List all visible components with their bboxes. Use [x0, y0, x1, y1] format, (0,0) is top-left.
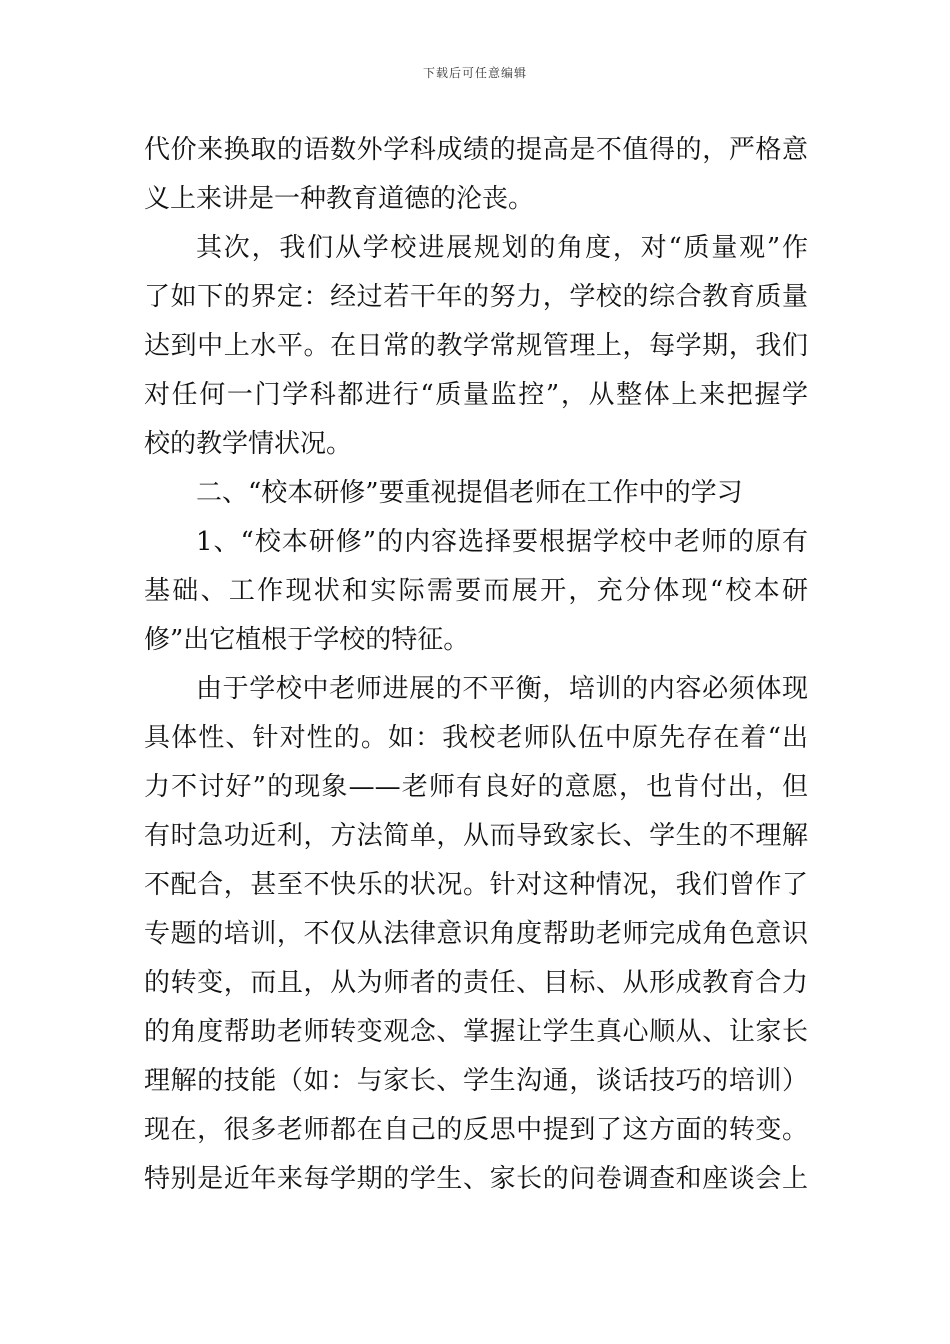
text-line: 不配合，甚至不快乐的状况。针对这种情况，我们曾作了 [144, 870, 808, 900]
text-line: 达到中上水平。在日常的教学常规管理上，每学期，我们 [144, 331, 808, 361]
text-line: 理解的技能（如：与家长、学生沟通，谈话技巧的培训） [144, 1066, 808, 1096]
text-line: 校的教学情状况。 [144, 429, 353, 459]
text-line: 特别是近年来每学期的学生、家长的问卷调查和座谈会上 [144, 1164, 808, 1194]
text-line: 代价来换取的语数外学科成绩的提高是不值得的，严格意 [144, 135, 808, 165]
text-line: 基础、工作现状和实际需要而展开，充分体现“校本研 [144, 576, 808, 606]
text-line: 修”出它植根于学校的特征。 [144, 625, 470, 655]
text-line: 现在，很多老师都在自己的反思中提到了这方面的转变。 [144, 1115, 808, 1145]
text-line: 具体性、针对性的。如：我校老师队伍中原先存在着“出 [144, 723, 808, 753]
paragraph-first-line: 其次，我们从学校进展规划的角度，对“质量观”作 [196, 233, 808, 263]
text-line: 义上来讲是一种教育道德的沦丧。 [144, 184, 535, 214]
document-body [144, 126, 808, 1204]
text-line: 力不讨好”的现象——老师有良好的意愿，也肯付出，但 [144, 772, 808, 802]
text-line: 的转变，而且，从为师者的责任、目标、从形成教育合力 [144, 968, 808, 998]
text-line: 有时急功近利，方法简单，从而导致家长、学生的不理解 [144, 821, 808, 851]
text-line: 对任何一门学科都进行“质量监控”，从整体上来把握学 [144, 380, 808, 410]
paragraph-first-line: 由于学校中老师进展的不平衡，培训的内容必须体现 [196, 674, 808, 704]
page-header: 下载后可任意编辑 [422, 66, 527, 80]
text-line: 专题的培训，不仅从法律意识角度帮助老师完成角色意识 [144, 919, 808, 949]
section-heading: 二、“校本研修”要重视提倡老师在工作中的学习 [196, 478, 743, 508]
text-line: 的角度帮助老师转变观念、掌握让学生真心顺从、让家长 [144, 1017, 808, 1047]
text-line: 了如下的界定：经过若干年的努力，学校的综合教育质量 [144, 282, 808, 312]
paragraph-first-line: 1、“校本研修”的内容选择要根据学校中老师的原有 [196, 527, 808, 557]
